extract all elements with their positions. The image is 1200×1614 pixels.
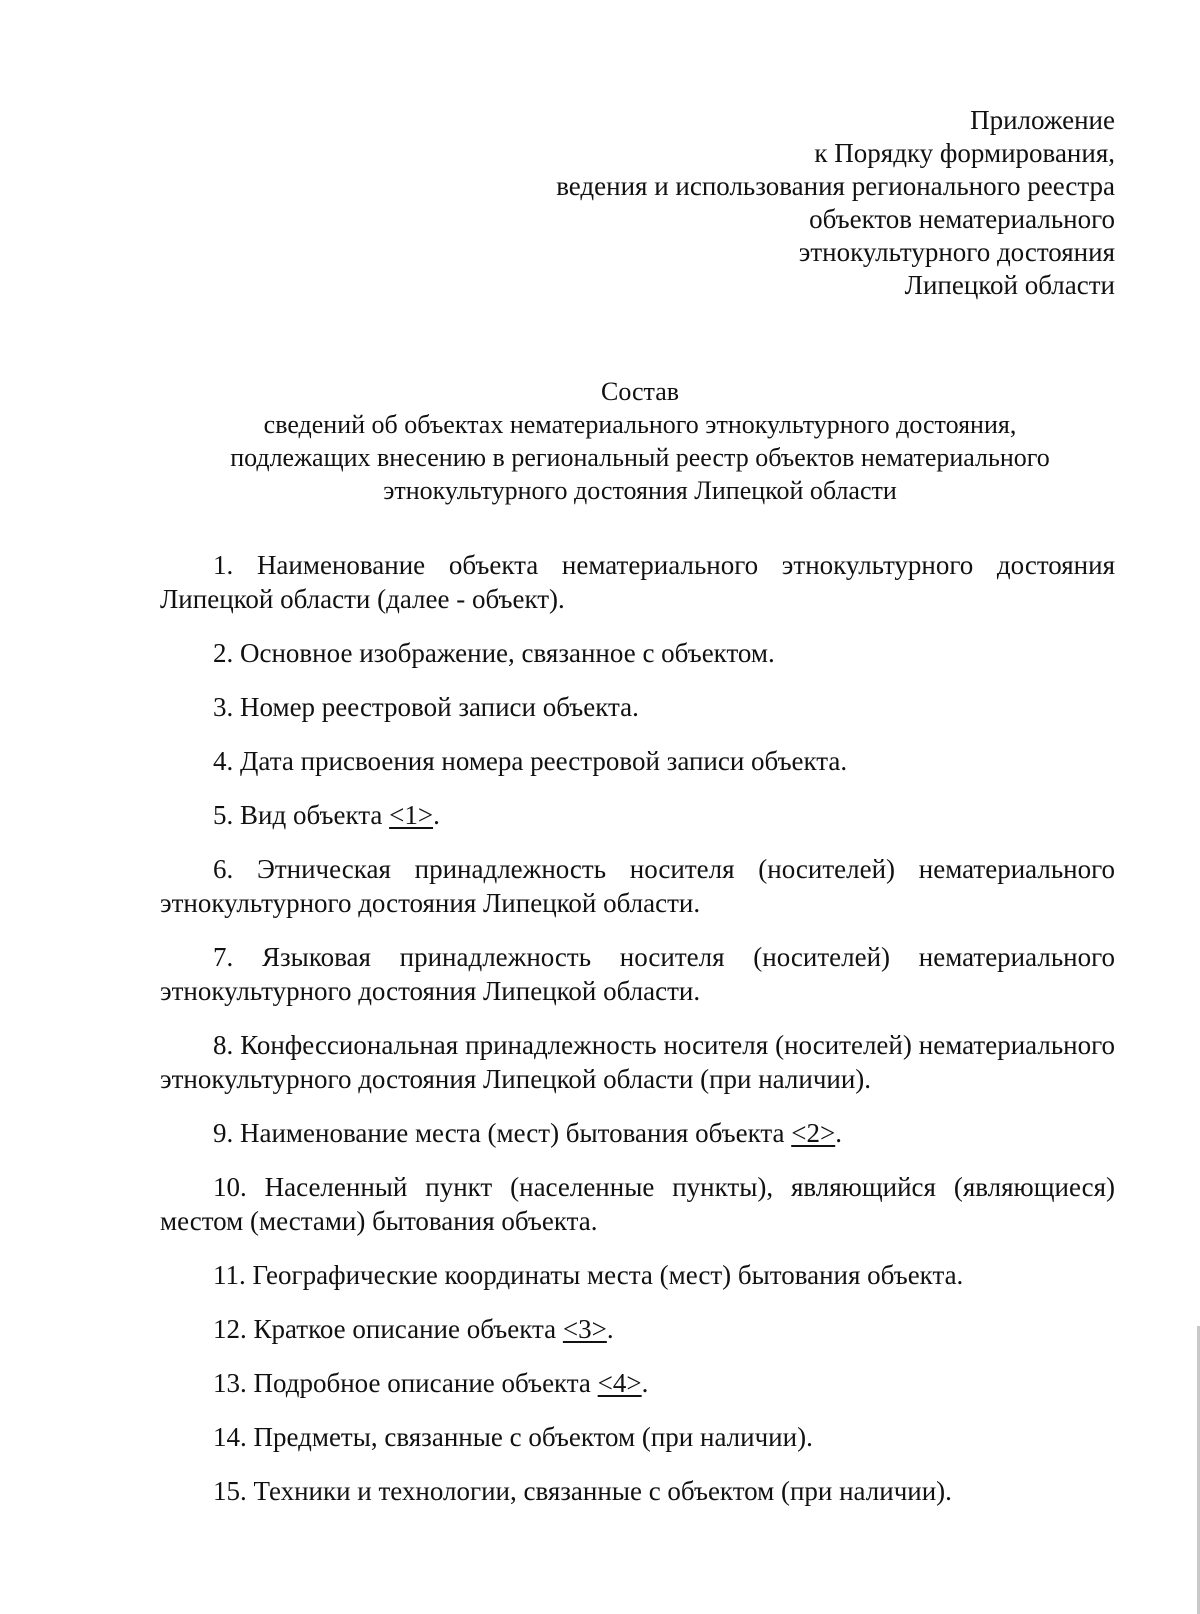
list-item [160,1420,1115,1454]
item-text: 14. Предметы, связанные с объектом (при наличии). [213,1422,813,1452]
list-item [160,852,1115,920]
list-item [160,1116,1115,1150]
list-item [160,1258,1115,1292]
footnote-ref: <2> [791,1118,836,1148]
items-list [160,548,1115,1508]
list-item [160,1028,1115,1096]
appendix-line: к Порядку формирования, [814,138,1115,168]
item-text: 12. Краткое описание объекта [213,1314,563,1344]
item-text: 1. Наименование объекта нематериального этнокультурного достояния Липецкой области (далее - объект). [160,550,1115,614]
list-item [160,1474,1115,1508]
item-text: 4. Дата присвоения номера реестровой записи объекта. [213,746,848,776]
footnote-ref: <1> [389,800,434,830]
item-tail: . [606,1314,614,1344]
list-item [160,636,1115,670]
item-text: 7. Языковая принадлежность носителя (носителей) нематериального этнокультурного достояния Липецкой области. [160,942,1115,1006]
list-item [160,1170,1115,1238]
appendix-line: объектов нематериального [809,204,1115,234]
item-text: 3. Номер реестровой записи объекта. [213,692,639,722]
item-text: 13. Подробное описание объекта [213,1368,598,1398]
item-text: 2. Основное изображение, связанное с объектом. [213,638,775,668]
list-item [160,690,1115,724]
footnote-ref: <3> [562,1314,607,1344]
list-item [160,940,1115,1008]
item-text: 9. Наименование места (мест) бытования объекта [213,1118,792,1148]
appendix-line: этнокультурного достояния [798,237,1115,267]
list-item [160,798,1115,832]
document-heading [160,375,1120,507]
heading-line: подлежащих внесению в региональный реестр объектов нематериального [230,443,1050,472]
list-item [160,548,1115,616]
list-item [160,744,1115,778]
appendix-line: ведения и использования регионального реестра [556,171,1115,201]
item-text: 11. Географические координаты места (мест) бытования объекта. [213,1260,964,1290]
item-text: 5. Вид объекта [213,800,390,830]
appendix-line: Приложение [970,105,1115,135]
appendix-line: Липецкой области [904,270,1115,300]
item-text: 10. Населенный пункт (населенные пункты), являющийся (являющиеся) местом (местами) бытования объекта. [160,1172,1115,1236]
item-tail: . [835,1118,842,1148]
item-tail: . [641,1368,649,1398]
item-tail: . [433,800,440,830]
list-item [160,1312,1115,1346]
item-text: 15. Техники и технологии, связанные с объектом (при наличии). [213,1476,952,1506]
footnote-ref: <4> [597,1368,642,1398]
heading-line: сведений об объектах нематериального этнокультурного достояния, [263,410,1017,439]
item-text: 8. Конфессиональная принадлежность носителя (носителей) нематериального этнокультурного достояния Липецкой области (при наличии). [160,1030,1115,1094]
heading-title: Состав [600,377,680,406]
appendix-header [556,104,1115,302]
heading-line: этнокультурного достояния Липецкой области [383,476,897,505]
item-text: 6. Этническая принадлежность носителя (носителей) нематериального этнокультурного достояния Липецкой области. [160,854,1115,918]
list-item [160,1366,1115,1400]
